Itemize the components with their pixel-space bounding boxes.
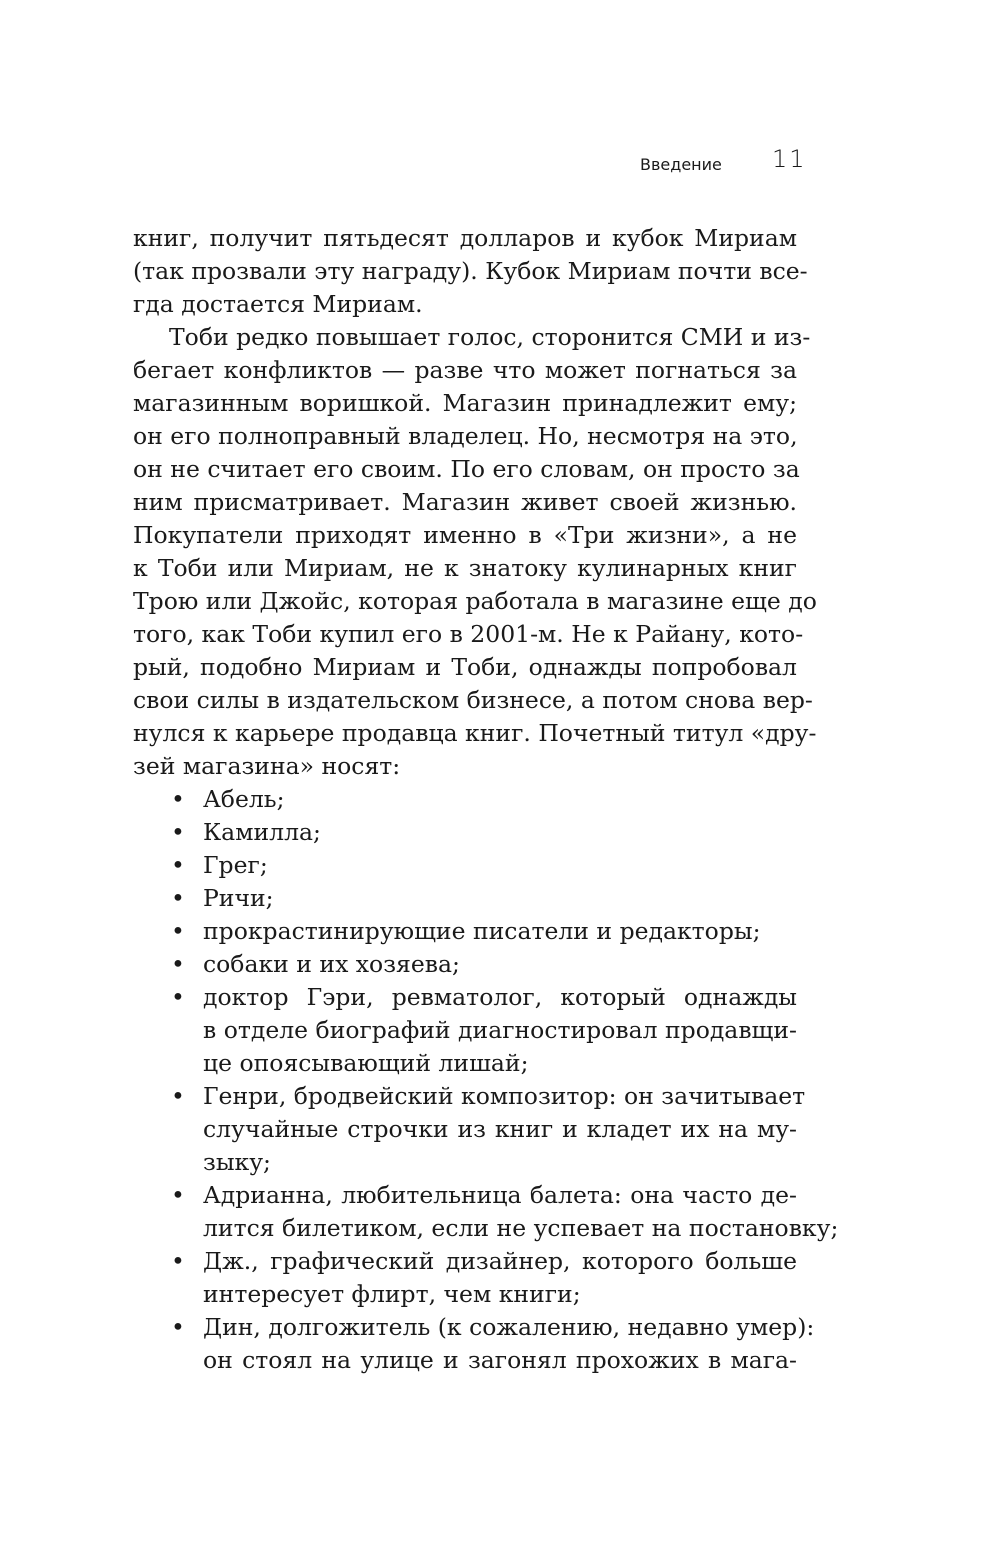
text-line: Тоби редко повышает голос, сторонится СМИ и из- (169, 323, 811, 351)
text-line: Генри, бродвейский композитор: он зачитывает (203, 1082, 806, 1110)
list-item (133, 915, 797, 948)
list-item (133, 981, 797, 1080)
list-item (133, 1245, 797, 1311)
text-line: он его полноправный владелец. Но, несмотря на это, (133, 422, 798, 450)
text-line: ним присматривает. Магазин живет своей жизнью. (133, 488, 797, 516)
bullet-icon: • (171, 1247, 185, 1275)
text-line: свои силы в издательском бизнесе, а потом снова вер- (133, 686, 813, 714)
text-line: Адрианна, любительница балета: она часто де- (203, 1181, 797, 1209)
text-line: Ричи; (203, 884, 274, 912)
text-line: рый, подобно Мириам и Тоби, однажды попробовал (133, 653, 797, 681)
bullet-list (133, 783, 839, 1377)
text-line: он не считает его своим. По его словам, он просто за (133, 455, 800, 483)
text-line: бегает конфликтов — разве что может погнаться за (133, 356, 797, 384)
bullet-icon: • (171, 1181, 185, 1209)
bullet-icon: • (171, 950, 185, 978)
text-line: гда достается Мириам. (133, 290, 423, 318)
text-line: зыку; (203, 1148, 271, 1176)
list-item (133, 948, 797, 981)
paragraph (133, 222, 808, 321)
text-line: доктор Гэри, ревматолог, который однажды (203, 983, 797, 1011)
text-line: случайные строчки из книг и кладет их на му- (203, 1115, 797, 1143)
list-item (133, 1080, 806, 1179)
text-line: Дж., графический дизайнер, которого больше (203, 1247, 797, 1275)
bullet-icon: • (171, 884, 185, 912)
text-line: зей магазина» носят: (133, 752, 401, 780)
text-line: того, как Тоби купил его в 2001-м. Не к Райану, кото- (133, 620, 804, 648)
running-header-section: Введение (640, 155, 722, 174)
text-line: собаки и их хозяева; (203, 950, 460, 978)
paragraph (133, 321, 817, 783)
text-line: це опоясывающий лишай; (203, 1049, 529, 1077)
text-line: он стоял на улице и загонял прохожих в мага- (203, 1346, 797, 1374)
bullet-icon: • (171, 1313, 185, 1341)
list-item (133, 849, 797, 882)
list-item (133, 1179, 839, 1245)
list-item (133, 816, 797, 849)
text-line: (так прозвали эту награду). Кубок Мириам почти все- (133, 257, 808, 285)
bullet-icon: • (171, 983, 185, 1011)
bullet-icon: • (171, 785, 185, 813)
text-line: Абель; (203, 785, 285, 813)
list-item (133, 882, 797, 915)
text-line: нулся к карьере продавца книг. Почетный титул «дру- (133, 719, 817, 747)
text-line: Дин, долгожитель (к сожалению, недавно умер): (203, 1313, 815, 1341)
bullet-icon: • (171, 818, 185, 846)
bullet-icon: • (171, 1082, 185, 1110)
bullet-icon: • (171, 917, 185, 945)
text-line: Камилла; (203, 818, 321, 846)
text-line: в отделе биографий диагностировал продавщи- (203, 1016, 797, 1044)
page-number: 11 (772, 145, 807, 173)
text-line: лится билетиком, если не успевает на постановку; (203, 1214, 839, 1242)
text-line: магазинным воришкой. Магазин принадлежит ему; (133, 389, 797, 417)
body-text (133, 222, 839, 1377)
text-line: Покупатели приходят именно в «Три жизни», а не (133, 521, 797, 549)
bullet-icon: • (171, 851, 185, 879)
text-line: Грег; (203, 851, 268, 879)
text-line: прокрастинирующие писатели и редакторы; (203, 917, 761, 945)
text-line: книг, получит пятьдесят долларов и кубок Мириам (133, 224, 797, 252)
text-line: к Тоби или Мириам, не к знатоку кулинарных книг (133, 554, 797, 582)
text-line: Трою или Джойс, которая работала в магазине еще до (133, 587, 817, 615)
text-line: интересует флирт, чем книги; (203, 1280, 581, 1308)
list-item (133, 783, 797, 816)
list-item (133, 1311, 815, 1377)
